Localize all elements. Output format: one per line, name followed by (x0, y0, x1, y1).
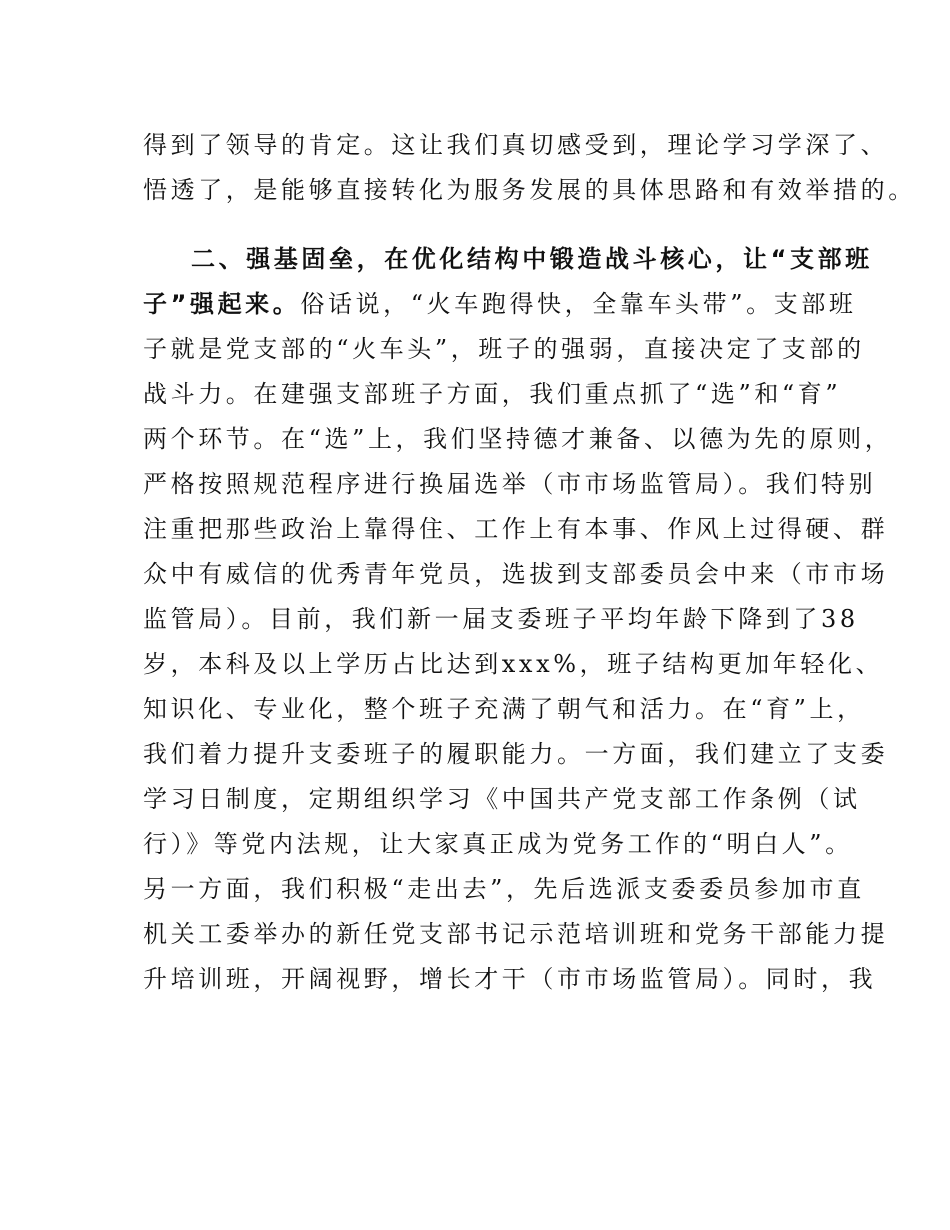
text-line: 监管局）。目前，我们新一届支委班子平均年龄下降到了38 (143, 605, 859, 633)
text-line: 岁，本科及以上学历占比达到xxx%，班子结构更加年轻化、 (143, 650, 884, 678)
text-line (143, 289, 857, 319)
text-line: 升培训班，开阔视野，增长才干（市市场监管局）。同时，我 (143, 965, 877, 993)
text-line: 另一方面，我们积极“走出去”，先后选派支委委员参加市直 (143, 875, 865, 903)
text-line: 注重把那些政治上靠得住、工作上有本事、作风上过得硬、群 (143, 515, 889, 543)
text-line: 两个环节。在“选”上，我们坚持德才兼备、以德为先的原则， (143, 425, 893, 453)
section-heading: 二、强基固垒，在优化结构中锻造战斗核心，让“支部班 (191, 245, 873, 273)
text-span: 俗话说，“火车跑得快，全靠车头带”。支部班 (300, 290, 857, 318)
text-line: 严格按照规范程序进行换届选举（市市场监管局）。我们特别 (143, 470, 877, 498)
text-line: 悟透了，是能够直接转化为服务发展的具体思路和有效举措的。 (143, 176, 916, 204)
text-line: 我们着力提升支委班子的履职能力。一方面，我们建立了支委 (143, 740, 889, 768)
text-line: 战斗力。在建强支部班子方面，我们重点抓了“选”和“育” (143, 380, 842, 408)
text-line: 众中有威信的优秀青年党员，选拔到支部委员会中来（市市场 (143, 560, 889, 588)
text-line: 行）》等党内法规，让大家真正成为党务工作的“明白人”。 (143, 830, 853, 858)
text-line: 知识化、专业化，整个班子充满了朝气和活力。在“育”上， (143, 695, 865, 723)
text-line: 学习日制度，定期组织学习《中国共产党支部工作条例（试 (143, 785, 861, 813)
text-line: 子就是党支部的“火车头”，班子的强弱，直接决定了支部的 (143, 335, 865, 363)
section-heading-end: 子”强起来。 (143, 290, 301, 318)
text-line: 得到了领导的肯定。这让我们真切感受到，理论学习学深了、 (143, 131, 889, 159)
text-line: 机关工委举办的新任党支部书记示范培训班和党务干部能力提 (143, 920, 889, 948)
